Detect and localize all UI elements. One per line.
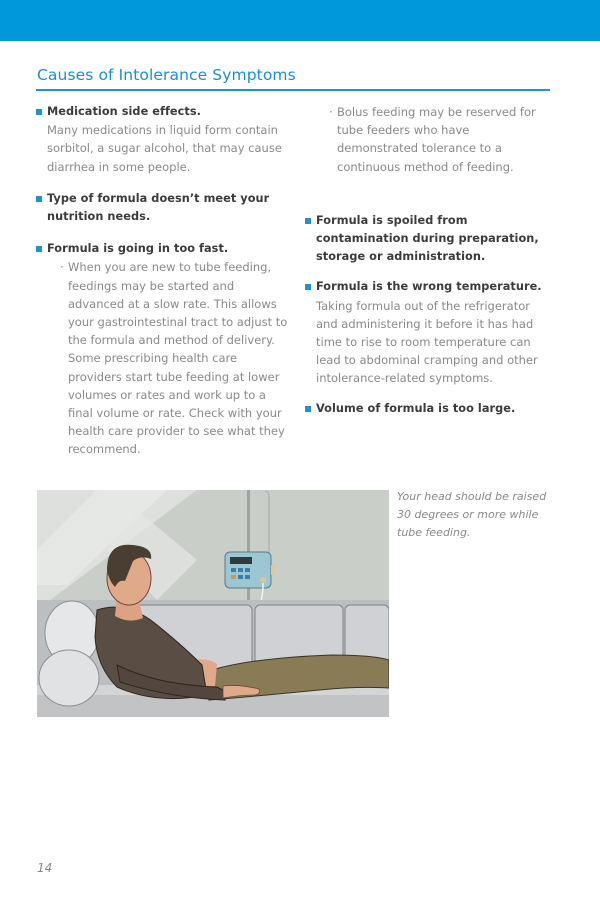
cause-heading-text: Type of formula doesn’t meet your nutrition needs.: [47, 191, 270, 224]
cause-heading-text: Volume of formula is too large.: [316, 401, 516, 415]
cause-heading: [305, 212, 555, 267]
cause-heading-text: Formula is the wrong temperature.: [316, 280, 542, 294]
square-bullet-icon: [305, 218, 311, 224]
left-column: [36, 103, 298, 459]
sub-bullet-text: When you are new to tube feeding, feedings may be started and advanced at a slow rate. This allows your gastrointestinal tract to adjust to the formula and method of delivery. Some prescribing health care providers start tube feeding at lower volumes or rates and work up to a final volume or rate. Check with your health care provider to see what they recommend.: [68, 260, 288, 457]
cause-body: Taking formula out of the refrigerator and administering it before it has had time to rise to room temperature can lead to abdominal cramping and other intolerance-related symptoms.: [316, 298, 538, 386]
cause-heading: [36, 190, 298, 226]
square-bullet-icon: [36, 246, 42, 252]
dot-bullet-icon: ·: [60, 260, 64, 275]
cause-heading-text: Medication side effects.: [47, 105, 201, 118]
square-bullet-icon: [36, 196, 42, 202]
cause-heading: [305, 400, 565, 418]
iv-pole: [247, 490, 250, 610]
feeding-pump-icon: [225, 552, 275, 588]
cause-item-temperature: [305, 278, 565, 387]
cause-heading: [36, 103, 298, 121]
cause-heading-text: Formula is spoiled from contamination during preparation, storage or administration.: [316, 213, 539, 264]
square-bullet-icon: [305, 406, 311, 412]
cause-heading-text: Formula is going in too fast.: [47, 242, 229, 256]
right-column: [305, 103, 565, 418]
sub-bullet-text: Bolus feeding may be reserved for tube feeders who have demonstrated tolerance to a continuous method of feeding.: [337, 105, 536, 174]
sub-bullet: [36, 258, 298, 458]
cause-item-too-fast: [36, 240, 298, 458]
header-band: [0, 0, 600, 41]
cause-item-volume: [305, 400, 565, 418]
cause-body: Many medications in liquid form contain sorbitol, a sugar alcohol, that may cause diarrhea in some people.: [47, 123, 282, 174]
pillow: [39, 650, 99, 706]
dot-bullet-icon: ·: [329, 105, 333, 119]
figure-caption: Your head should be raised 30 degrees or more while tube feeding.: [397, 490, 547, 540]
cause-heading: [305, 278, 555, 296]
square-bullet-icon: [305, 284, 311, 290]
sub-bullet-continuation: [305, 103, 565, 176]
tube-feeding-illustration: [37, 490, 389, 717]
page-number: 14: [37, 861, 53, 875]
title-underline: [36, 89, 550, 91]
page-title: Causes of Intolerance Symptoms: [37, 66, 296, 84]
cause-item-spoiled: [305, 212, 565, 267]
cause-item-medication: [36, 103, 298, 176]
cause-heading: [36, 240, 298, 258]
cause-item-formula-type: [36, 190, 298, 226]
square-bullet-icon: [36, 109, 42, 115]
